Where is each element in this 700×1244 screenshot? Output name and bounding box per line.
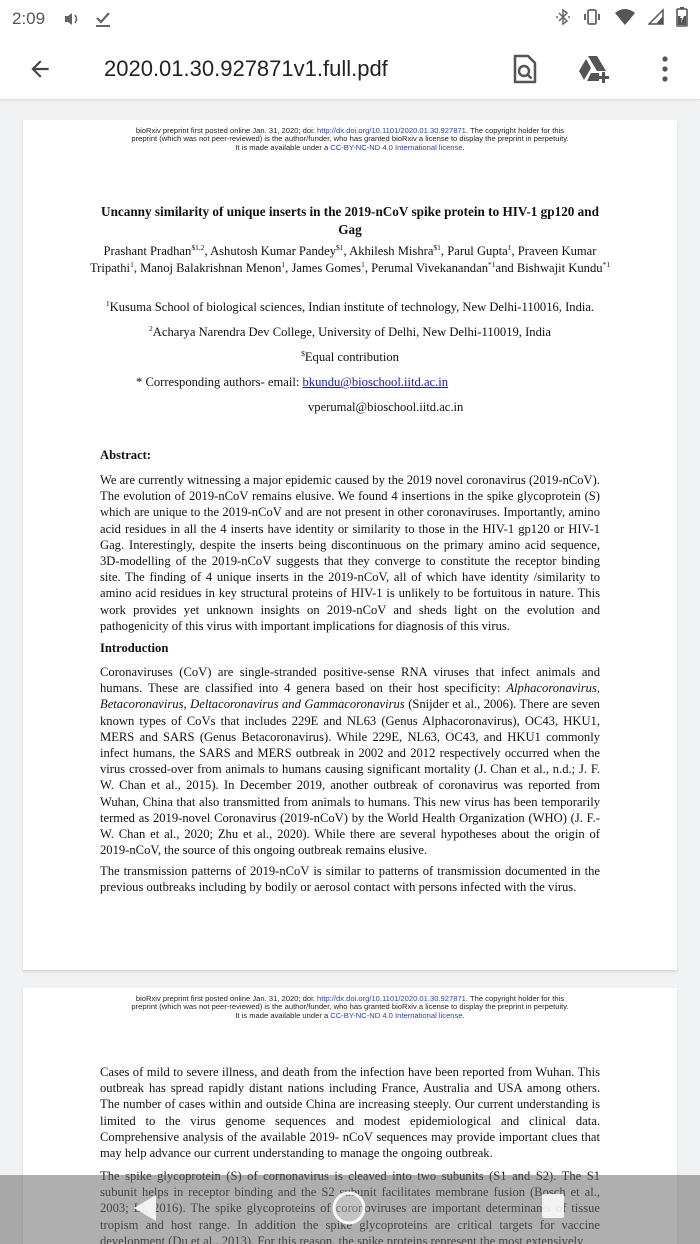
author-affiliation-marker: 1 [361, 260, 365, 269]
author-separator: , [285, 261, 292, 275]
author-separator: , [133, 261, 141, 275]
email-link-bkundu[interactable]: bkundu@bioschool.iitd.ac.in [302, 375, 449, 389]
recents-nav-icon [541, 1193, 565, 1219]
license-link[interactable]: CC-BY-NC-ND 4.0 International license [330, 142, 463, 152]
app-bar [0, 38, 700, 100]
abstract-text: We are currently witnessing a major epidemic caused by the 2019 novel coronavirus (2019-nCoV). The evolution of 2019-nCoV remains elusive. We found 4 insertions in the spike glycoprotein (S) which are unique to the 2019-nCoV and are not present in other coronaviruses. Importantly, amino acid residues in all the 4 inserts have identity or similarity to those in the HIV-1 gp120 or HIV-1 Gag. Interestingly, despite the inserts being discontinuous on the primary amino acid sequence, 3D-modelling of the 2019-nCoV suggests that they converge to constitute the receptor binding site. The finding of 4 unique inserts in the 2019-nCoV, all of which have identity /similarity to amino acid residues in key structural proteins of HIV-1 is unlikely to be fortuitous in nature. This work provides yet unknown insights on 2019-nCoV and sheds light on the evolution and pathogenicity of this virus with important implications for diagnosis of this virus. [100, 473, 600, 633]
download-complete-icon [95, 10, 111, 28]
author-separator: , [511, 244, 518, 258]
author-name: Parul Gupta [447, 244, 508, 258]
vibrate-icon [582, 8, 602, 31]
bluetooth-icon [556, 8, 570, 31]
author-affiliation-marker: *1 [602, 260, 611, 269]
author-name: Prashant Pradhan [103, 244, 192, 258]
paper-title: Uncanny similarity of unique inserts in the 2019-nCoV spike protein to HIV-1 gp120 and Gag [101, 204, 599, 237]
wifi-icon [614, 8, 636, 31]
author-affiliation-marker: $1 [433, 243, 441, 252]
author-separator: , [364, 261, 372, 275]
author-separator: , [204, 244, 211, 258]
license-link[interactable]: CC-BY-NC-ND 4.0 International license [330, 1010, 463, 1020]
signal-icon [648, 8, 664, 31]
intro-paragraph-2: The transmission patterns of 2019-nCoV is similar to patterns of transmission documented in the previous outbreaks including by bodily or aerosol contact with persons infected with the virus. [100, 864, 600, 895]
add-to-drive-button[interactable] [560, 38, 630, 100]
author-affiliation-marker: 1 [281, 260, 286, 269]
author-name: Manoj Balakrishnan Menon [140, 261, 282, 275]
pdf-page-1 [23, 120, 677, 970]
header-text: It is made available under a [235, 1010, 331, 1020]
author-affiliation-marker: 1 [507, 243, 512, 252]
author-name: Ashutosh Kumar Pandey [210, 244, 336, 258]
biorxiv-header [23, 120, 677, 152]
author-name: Akhilesh Mishra [349, 244, 434, 258]
author-name: Perumal Vivekanandan [371, 261, 488, 275]
doi-link[interactable]: http://dx.doi.org/10.1101/2020.01.30.927871 [316, 126, 466, 135]
page2-paragraph-1: Cases of mild to severe illness, and death from the infection have been reported from Wuhan. This outbreak has spread rapidly distant nations including France, Australia and USA among others. The number of cases within and outside China are increasing steeply. Our current understanding is limited to the virus genome sequences and modest epidemiological and clinical data. Comprehensive analysis of the available 2019- nCoV sequences may provide important clues that may help advance our current understanding to manage the ongoing outbreak. [100, 1065, 600, 1161]
author-affiliation-marker: $1,2 [191, 243, 205, 252]
header-text: preprint (which was not peer-reviewed) is the author/funder, who has granted bioRxiv a license to display the preprint in perpetuity. [131, 134, 569, 144]
document-title: 2020.01.30.927871v1.full.pdf [104, 55, 388, 81]
header-text: It is made available under a [235, 142, 331, 152]
back-nav-icon [132, 1193, 158, 1223]
volume-icon [63, 11, 81, 27]
header-text: preprint (which was not peer-reviewed) is the author/funder, who has granted bioRxiv a license to display the preprint in perpetuity. [131, 1002, 569, 1012]
biorxiv-header [23, 988, 677, 1020]
header-text: . The copyright holder for this [465, 126, 565, 135]
author-separator: and [495, 261, 517, 275]
nav-home-button[interactable] [331, 1190, 367, 1231]
find-in-document-icon [512, 54, 538, 84]
nav-back-button[interactable] [132, 1193, 158, 1228]
arrow-back-icon [27, 56, 53, 82]
header-text: . [462, 142, 465, 152]
author-name: Praveen Kumar Tripathi [89, 244, 597, 275]
abstract-heading: Abstract: [100, 448, 152, 462]
author-affiliation-marker: *1 [488, 260, 496, 269]
author-separator: , [343, 244, 350, 258]
introduction-heading: Introduction [100, 641, 169, 655]
author-affiliation-marker: $1 [336, 243, 344, 252]
equal-contribution-note: $Equal contribution [301, 349, 399, 364]
affiliation-2: $^2$Acharya Narendra Dev College, University of Delhi, New Delhi-110019, India [149, 324, 551, 339]
author-name: Bishwajit Kundu [516, 261, 603, 275]
affiliation-1: $^1$Kusuma School of biological sciences, Indian institute of technology, New Delhi-110016, India. [105, 299, 595, 314]
header-text: bioRxiv preprint first posted online Jan. 31, 2020; doi: [135, 994, 317, 1003]
header-text: . [462, 1010, 465, 1020]
more-options-icon [660, 55, 670, 83]
author-separator: , [440, 244, 448, 258]
author-name: James Gomes [291, 261, 362, 275]
battery-charging-icon [676, 7, 688, 32]
header-text: . The copyright holder for this [465, 994, 565, 1003]
find-in-document-button[interactable] [490, 38, 560, 100]
header-text: bioRxiv preprint first posted online Jan. 31, 2020; doi: [135, 126, 317, 135]
doi-link[interactable]: http://dx.doi.org/10.1101/2020.01.30.927871 [316, 994, 466, 1003]
back-button[interactable] [0, 38, 80, 100]
more-options-button[interactable] [630, 38, 700, 100]
add-to-drive-icon [578, 54, 612, 84]
author-affiliation-marker: 1 [130, 260, 134, 269]
intro-paragraph-1: Coronaviruses (CoV) are single-stranded positive-sense RNA viruses that infect animals and humans. These are classified into 4 genera based on their host specificity: Alphacoronavirus, Betacoronavirus, Deltacoronavirus and Gammacoronavirus (Snijder et al., 2006). There are seven known types of CoVs that includes 229E and NL63 (Genus Alphacoronavirus), OC43, HKU1, MERS and SARS (Genus Betacoronavirus). While 229E, NL63, OC43, and HKU1 commonly infect humans, the SARS and MERS outbreak in 2002 and 2012 respectively occurred when the virus crossed-over from animals to humans causing significant mortality (J. Chan et al., n.d.; J. F. W. Chan et al., 2015). In December 2019, another outbreak of coronavirus was reported from Wuhan, China that also transmitted from animals to humans. This new virus has been temporarily termed as 2019-novel Coronavirus (2019-nCoV) by the World Health Organization (WHO) (J. F.-W. Chan et al., 2020; Zhu et al., 2020). While there are several hypotheses about the origin of 2019-nCoV, the source of this ongoing outbreak remains elusive. [100, 665, 600, 858]
status-time: 2:09 [12, 9, 46, 28]
nav-recents-button[interactable] [541, 1193, 565, 1224]
author-list [83, 243, 617, 277]
corresponding-label: * Corresponding authors- email: [136, 375, 303, 389]
home-nav-icon [331, 1190, 367, 1226]
email-vperumal: vperumal@bioschool.iitd.ac.in [308, 400, 464, 414]
status-bar [0, 0, 700, 38]
